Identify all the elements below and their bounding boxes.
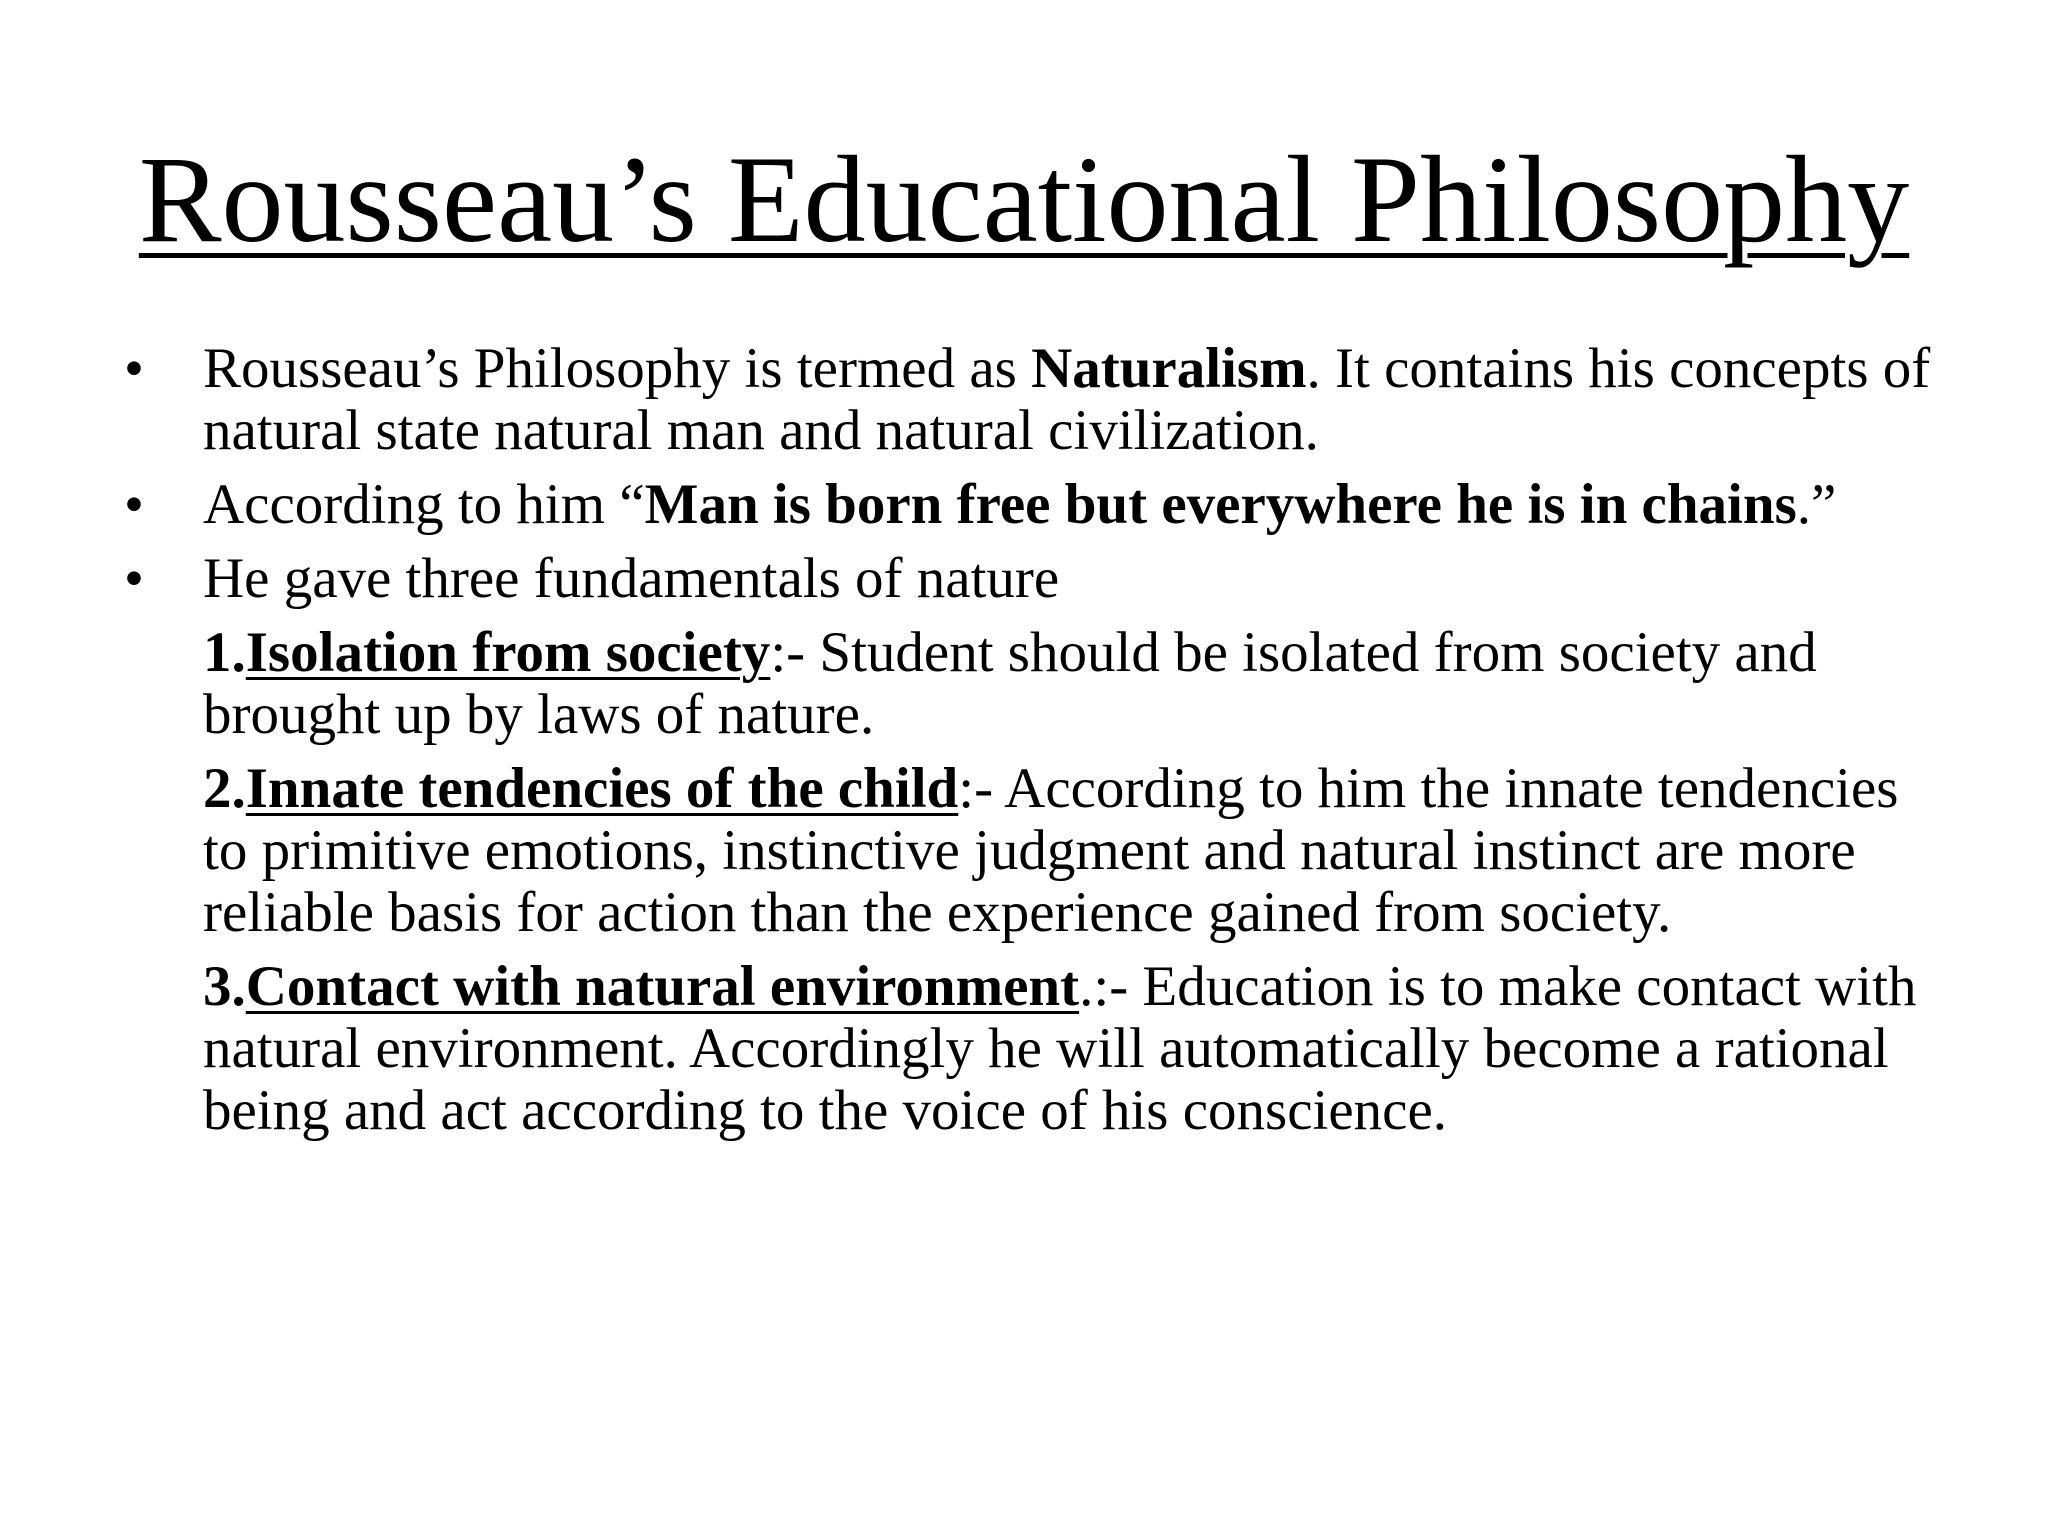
bullet-text: .” — [1796, 473, 1837, 536]
fundamental-text: .:- Education is to make contact with natural environment. Accordingly he will automatically become a rational being and act according to the voice of his conscience. — [203, 955, 1917, 1142]
fundamental-item — [124, 758, 1954, 944]
bullet-text: According to him “ — [203, 473, 645, 536]
bullet-text: . It contains his concepts of natural state natural man and natural civilization. — [203, 337, 1931, 462]
fundamental-heading: Contact with natural environment — [245, 955, 1080, 1018]
slide-content — [124, 338, 1954, 1152]
fundamental-number: 1. — [203, 621, 246, 684]
fundamental-item — [124, 622, 1954, 746]
bullet-bold-quote: Man is born free but everywhere he is in chains — [644, 473, 1797, 536]
fundamental-text: :- According to him the innate tendencies to primitive emotions, instinctive judgment and natural instinct are more reliable basis for action than the experience gained from society. — [203, 757, 1899, 944]
bullet-dot: • — [124, 547, 144, 610]
slide-title: Rousseau’s Educational Philosophy — [138, 131, 1910, 268]
bullet-dot: • — [124, 337, 144, 400]
bullet-item — [124, 474, 1954, 536]
bullet-text: He gave three fundamentals of nature — [203, 547, 1060, 610]
fundamental-item — [124, 956, 1954, 1142]
fundamental-number: 3. — [203, 955, 246, 1018]
fundamental-number: 2. — [203, 757, 246, 820]
bullet-item — [124, 548, 1954, 610]
bullet-dot: • — [124, 473, 144, 536]
bullet-text: Rousseau’s Philosophy is termed as — [203, 337, 1032, 400]
bullet-item — [124, 338, 1954, 462]
fundamental-text: :- Student should be isolated from society and brought up by laws of nature. — [203, 621, 1817, 746]
fundamental-heading: Innate tendencies of the child — [245, 757, 959, 820]
fundamental-heading: Isolation from society — [245, 621, 771, 684]
bullet-bold-term: Naturalism — [1031, 337, 1307, 400]
